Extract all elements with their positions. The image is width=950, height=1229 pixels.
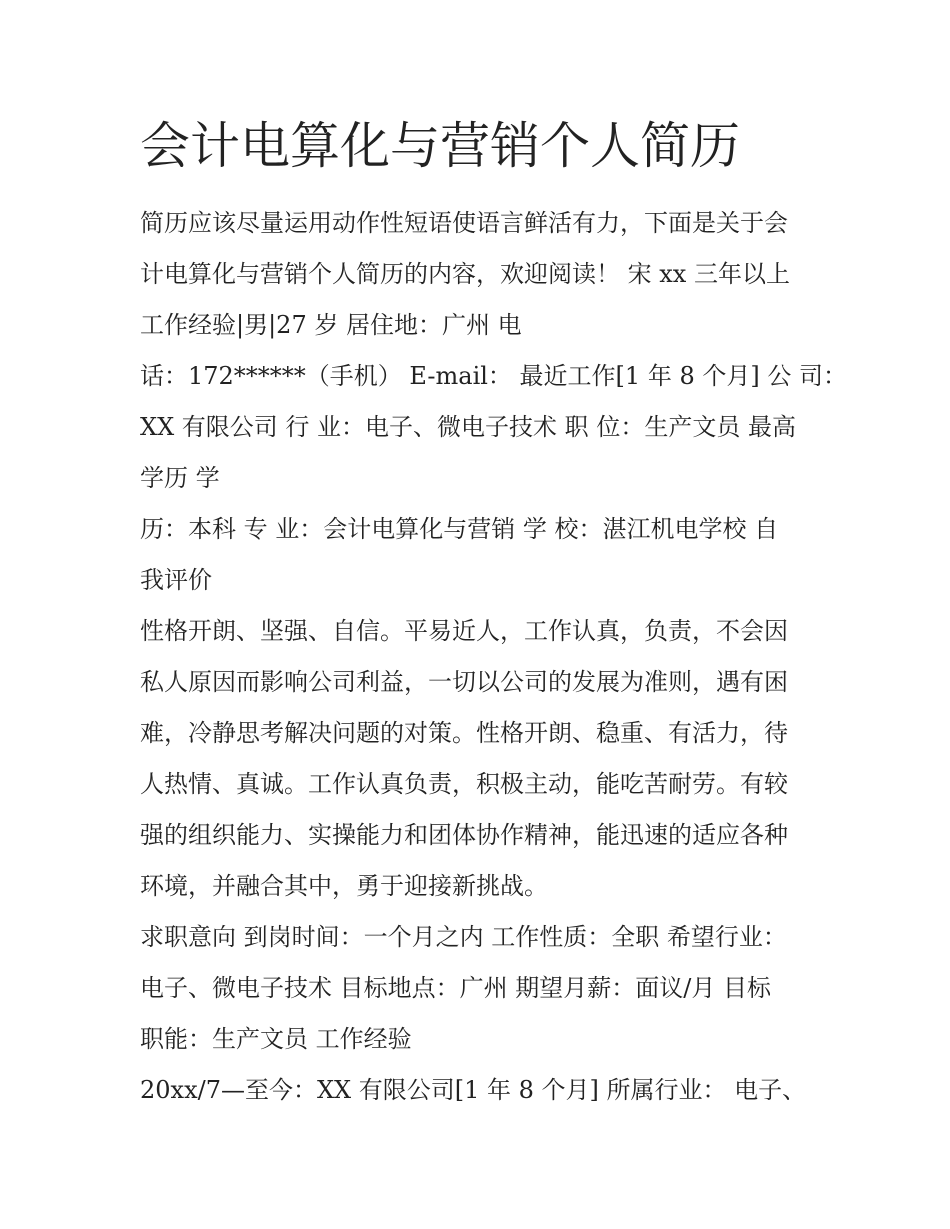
body-line: 电子、微电子技术 目标地点：广州 期望月薪：面议/月 目标 xyxy=(140,974,771,1002)
body-line: 历：本科 专 业：会计电算化与营销 学 校：湛江机电学校 自 xyxy=(140,515,779,543)
body-line: XX 有限公司 行 业：电子、微电子技术 职 位：生产文员 最高 xyxy=(140,413,796,441)
body-line: 性格开朗、坚强、自信。平易近人，工作认真，负责，不会因 xyxy=(140,617,788,645)
body-line: 简历应该尽量运用动作性短语使语言鲜活有力，下面是关于会 xyxy=(140,209,788,237)
body-line: 求职意向 到岗时间：一个月之内 工作性质：全职 希望行业： xyxy=(140,923,787,951)
document-title: 会计电算化与营销个人简历 xyxy=(140,117,740,175)
body-line: 环境，并融合其中，勇于迎接新挑战。 xyxy=(140,872,548,900)
body-line: 强的组织能力、实操能力和团体协作精神，能迅速的适应各种 xyxy=(140,821,788,849)
body-line: 职能：生产文员 工作经验 xyxy=(140,1025,412,1053)
body-line: 人热情、真诚。工作认真负责，积极主动，能吃苦耐劳。有较 xyxy=(140,770,788,798)
document-body xyxy=(140,198,847,1116)
body-line: 话：172******（手机） E-mail： 最近工作[1 年 8 个月] 公 司： xyxy=(140,362,847,390)
body-line: 我评价 xyxy=(140,566,212,594)
body-line: 学历 学 xyxy=(140,464,220,492)
body-line: 私人原因而影响公司利益，一切以公司的发展为准则，遇有困 xyxy=(140,668,788,696)
body-line: 工作经验|男|27 岁 居住地：广州 电 xyxy=(140,311,522,339)
body-line: 计电算化与营销个人简历的内容，欢迎阅读！ 宋 xx 三年以上 xyxy=(140,260,790,288)
body-line: 难，冷静思考解决问题的对策。性格开朗、稳重、有活力，待 xyxy=(140,719,788,747)
body-line: 20xx/7—至今：XX 有限公司[1 年 8 个月] 所属行业： 电子、 xyxy=(140,1076,807,1104)
